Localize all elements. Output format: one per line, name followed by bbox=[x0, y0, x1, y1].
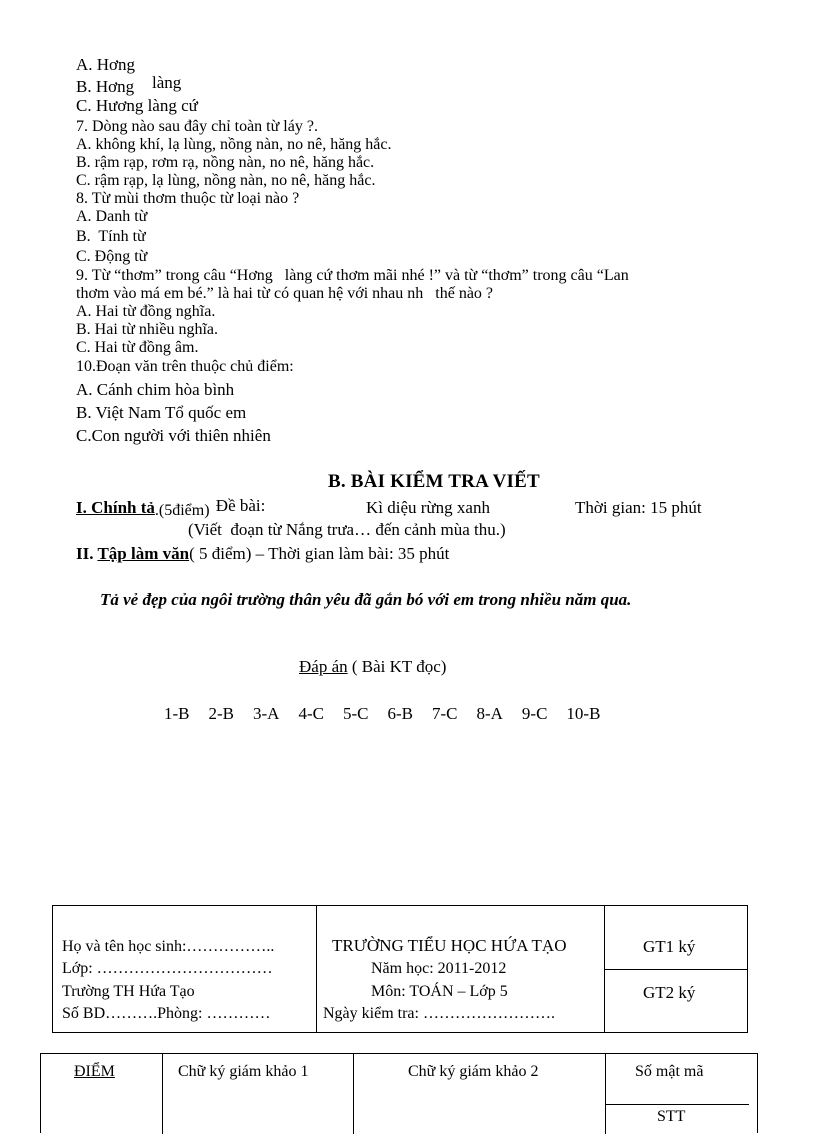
divider bbox=[604, 969, 748, 970]
answer-item: 7-C bbox=[431, 704, 458, 723]
part2-prefix: II. bbox=[76, 544, 98, 563]
invigilator1-signature-label: GT1 ký bbox=[643, 937, 696, 956]
exam-header-box bbox=[52, 905, 748, 1033]
secret-code-label: Số mật mã bbox=[635, 1063, 704, 1080]
q7-question: 7. Dòng nào sau đây chỉ toàn từ láy ?. bbox=[76, 118, 318, 135]
q7-option-a: A. không khí, lạ lùng, nồng nàn, no nê, hăng hắc. bbox=[76, 136, 392, 153]
part1-topic-label: Đề bài: bbox=[215, 496, 266, 515]
exam-date: Ngày kiểm tra: ……………………. bbox=[323, 1005, 555, 1022]
part2-label: Tập làm văn bbox=[97, 544, 190, 563]
school-year: Năm học: 2011-2012 bbox=[371, 960, 507, 977]
q6-option-b-suffix: làng bbox=[152, 73, 182, 92]
part2-rest: ( 5 điểm) – Thời gian làm bài: 35 phút bbox=[189, 544, 450, 563]
q9-option-b: B. Hai từ nhiều nghĩa. bbox=[76, 321, 218, 338]
answer-item: 10-B bbox=[566, 704, 601, 723]
class-line: Lớp: …………………………… bbox=[62, 960, 273, 977]
q9-question-line1: 9. Từ “thơm” trong câu “Hơng làng cứ thơm mãi nhé !” và từ “thơm” trong câu “Lan bbox=[76, 267, 629, 284]
part1-topic: Kì diệu rừng xanh bbox=[366, 498, 490, 517]
q10-option-c: C.Con người với thiên nhiên bbox=[76, 426, 271, 445]
q7-option-b: B. rậm rạp, rơm rạ, nồng nàn, no nê, hăng hắc. bbox=[76, 154, 375, 171]
part1-points: .(5điểm) bbox=[154, 502, 210, 519]
answer-item: 3-A bbox=[253, 704, 280, 723]
q6-option-b: B. Hơng bbox=[76, 77, 135, 96]
essay-prompt: Tả vẻ đẹp của ngôi trường thân yêu đã gắn bó với em trong nhiều năm qua. bbox=[100, 590, 632, 609]
divider bbox=[353, 1054, 354, 1134]
answer-key-subtitle: ( Bài KT đọc) bbox=[347, 657, 447, 676]
answer-item: 1-B bbox=[164, 704, 190, 723]
invigilator2-signature-label: GT2 ký bbox=[643, 983, 696, 1002]
q9-option-c: C. Hai từ đồng âm. bbox=[76, 339, 199, 356]
examiner2-label: Chữ ký giám khảo 2 bbox=[408, 1063, 539, 1080]
q8-option-b: B. Tính từ bbox=[76, 228, 146, 245]
q10-option-b: B. Việt Nam Tổ quốc em bbox=[76, 403, 247, 422]
grading-box bbox=[40, 1053, 758, 1133]
answer-key-heading bbox=[299, 657, 446, 677]
score-label: ĐIỂM bbox=[74, 1063, 115, 1080]
part2-line bbox=[76, 544, 449, 564]
divider bbox=[605, 1054, 606, 1134]
answer-item: 2-B bbox=[208, 704, 234, 723]
answer-item: 5-C bbox=[342, 704, 369, 723]
q9-question-line2: thơm vào má em bé.” là hai từ có quan hệ với nhau nh thế nào ? bbox=[76, 285, 494, 302]
q9-option-a: A. Hai từ đồng nghĩa. bbox=[76, 303, 216, 320]
school-name: TRƯỜNG TIỂU HỌC HỨA TẠO bbox=[332, 936, 567, 955]
q6-option-c: C. Hương làng cứ bbox=[76, 96, 198, 115]
stt-label: STT bbox=[657, 1108, 686, 1125]
divider bbox=[605, 1104, 749, 1105]
student-name-line: Họ và tên học sinh:…………….. bbox=[62, 938, 275, 955]
divider bbox=[316, 906, 317, 1032]
answer-list bbox=[164, 704, 619, 724]
answer-item: 9-C bbox=[521, 704, 548, 723]
q8-option-a: A. Danh từ bbox=[76, 208, 148, 225]
q10-option-a: A. Cánh chim hòa bình bbox=[76, 380, 235, 399]
part1-time: Thời gian: 15 phút bbox=[575, 498, 702, 517]
q6-option-a: A. Hơng bbox=[76, 55, 136, 74]
answer-item: 8-A bbox=[476, 704, 503, 723]
answer-item: 4-C bbox=[298, 704, 324, 723]
part1-note: (Viết đoạn từ Nắng trưa… đến cảnh mùa thu.) bbox=[188, 520, 506, 539]
q8-option-c: C. Động từ bbox=[76, 248, 148, 265]
divider bbox=[162, 1054, 163, 1134]
part1-label: I. Chính tả bbox=[76, 498, 155, 517]
answer-item: 6-B bbox=[387, 704, 413, 723]
q8-question: 8. Từ mùi thơm thuộc từ loại nào ? bbox=[76, 190, 300, 207]
exam-subject: Môn: TOÁN – Lớp 5 bbox=[371, 983, 508, 1000]
answer-key-title: Đáp án bbox=[299, 657, 348, 676]
section-b-title: B. BÀI KIỂM TRA VIẾT bbox=[328, 471, 540, 492]
examiner1-label: Chữ ký giám khảo 1 bbox=[178, 1063, 309, 1080]
q10-question: 10.Đoạn văn trên thuộc chủ điểm: bbox=[76, 358, 294, 375]
q7-option-c: C. rậm rạp, lạ lùng, nồng nàn, no nê, hăng hắc. bbox=[76, 172, 376, 189]
part1-line bbox=[76, 498, 265, 518]
candidate-number-line: Số BD……….Phòng: ………… bbox=[62, 1005, 271, 1022]
school-line: Trường TH Hứa Tạo bbox=[62, 983, 195, 1000]
